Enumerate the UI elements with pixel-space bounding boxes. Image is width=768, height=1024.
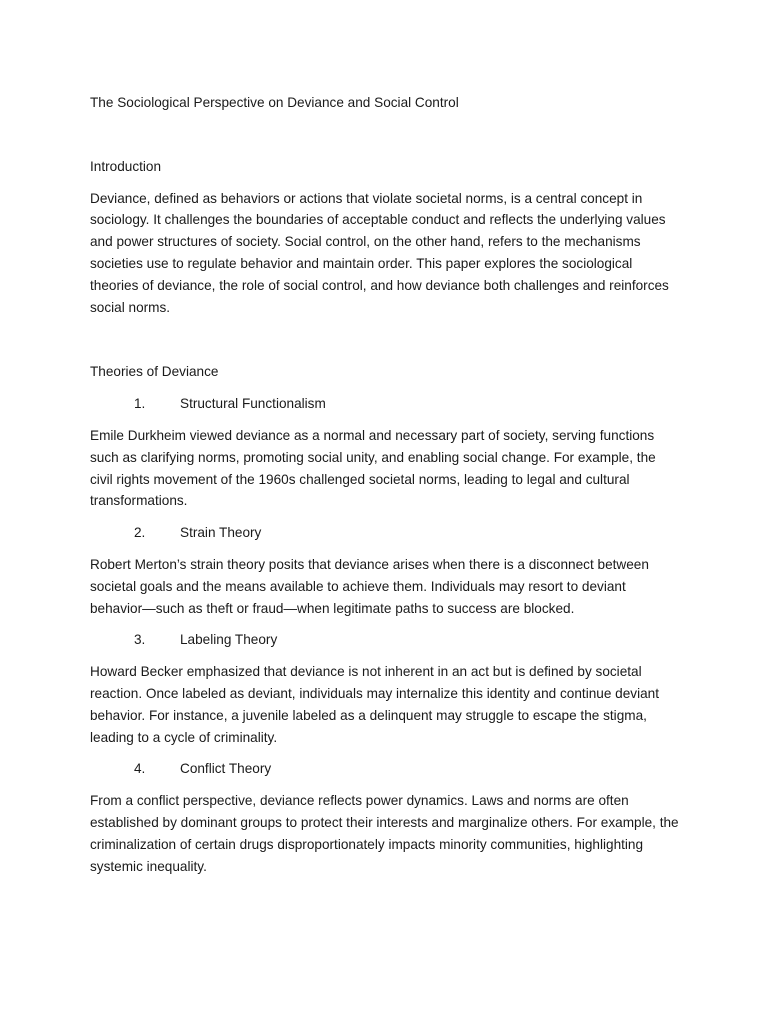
item-title: Labeling Theory	[180, 632, 278, 648]
item-title: Structural Functionalism	[180, 396, 326, 412]
introduction-heading: Introduction	[90, 158, 162, 174]
item-paragraph: Howard Becker emphasized that deviance is not inherent in an act but is defined by societal reaction. Once labeled as deviant, individuals may internalize this identity and continue deviant behavior. For instance, a juvenile labeled as a delinquent may struggle to escape the stigma, leading to a cycle of criminality.	[90, 664, 660, 745]
item-paragraph: From a conflict perspective, deviance reflects power dynamics. Laws and norms are often established by dominant groups to protect their interests and marginalize others. For example, the criminalization of certain drugs disproportionately impacts minority communities, highlighting systemic inequality.	[90, 793, 679, 874]
item-number: 3.	[134, 632, 146, 648]
item-title: Conflict Theory	[180, 761, 272, 777]
item-number: 4.	[134, 761, 146, 777]
item-number: 2.	[134, 525, 146, 541]
document-body	[90, 92, 680, 877]
item-number: 1.	[134, 396, 146, 412]
introduction-paragraph: Deviance, defined as behaviors or actions that violate societal norms, is a central concept in sociology. It challenges the boundaries of acceptable conduct and reflects the underlying values and power structures of society. Social control, on the other hand, refers to the mechanisms societies use to regulate behavior and maintain order. This paper explores the sociological theories of deviance, the role of social control, and how deviance both challenges and reinforces social norms.	[90, 190, 669, 315]
theories-heading: Theories of Deviance	[90, 364, 219, 380]
numbered-item	[90, 629, 680, 651]
item-paragraph: Emile Durkheim viewed deviance as a normal and necessary part of society, serving functions such as clarifying norms, promoting social unity, and enabling social change. For example, the civil rights movement of the 1960s challenged societal norms, leading to legal and cultural transformations.	[90, 427, 656, 509]
document-title: The Sociological Perspective on Deviance and Social Control	[90, 95, 459, 110]
numbered-item	[90, 758, 680, 780]
item-paragraph: Robert Merton’s strain theory posits that deviance arises when there is a disconnect between societal goals and the means available to achieve them. Individuals may resort to deviant behavior—such as theft or fraud—when legitimate paths to success are blocked.	[90, 556, 649, 616]
numbered-item	[90, 393, 680, 415]
numbered-item	[90, 522, 680, 544]
item-title: Strain Theory	[180, 525, 262, 541]
